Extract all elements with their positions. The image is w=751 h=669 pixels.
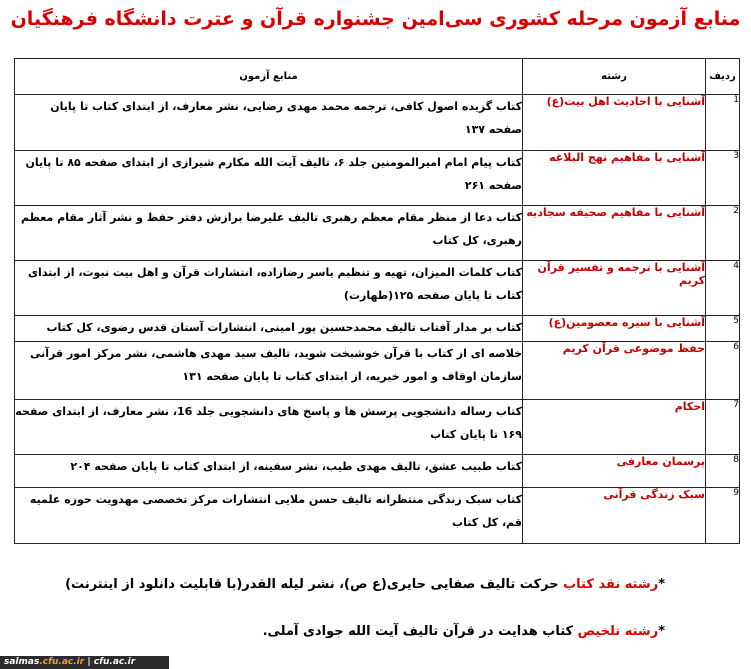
row-num: 5 [706, 316, 740, 342]
row-num: 6 [706, 342, 740, 400]
table-row [15, 151, 740, 206]
note-summary [0, 624, 751, 639]
row-sources: کتاب طبیب عشق، تالیف مهدی طیب، نشر سفینه، از ابتدای کتاب تا پایان صفحه ۲۰۴ [15, 455, 523, 488]
row-num: 7 [706, 400, 740, 455]
header-sources: منابع آزمون [15, 59, 523, 95]
row-sources: کتاب دعا از منظر مقام معظم رهبری تالیف علیرضا برازش دفتر حفظ و نشر آثار مقام معظم رهبری، کل کتاب [15, 206, 523, 261]
table-row [15, 455, 740, 488]
table-row [15, 488, 740, 544]
watermark-right: cfu.ac.ir [93, 657, 136, 667]
table-row [15, 400, 740, 455]
row-field: پرسمان معارفی [523, 455, 706, 488]
row-field: آشنایی با احادیث اهل بیت(ع) [523, 95, 706, 151]
table-row [15, 95, 740, 151]
header-num: ردیف [706, 59, 740, 95]
row-num: 2 [706, 206, 740, 261]
row-sources: کتاب گزیده اصول کافی، ترجمه محمد مهدی رضایی، نشر معارف، از ابتدای کتاب تا پایان صفحه ۱۳۷ [15, 95, 523, 151]
note-text: حرکت تالیف صفایی حایری(ع ص)، نشر لیله القدر(با قابلیت دانلود از اینترنت) [65, 577, 564, 592]
row-sources: کتاب رساله دانشجویی پرسش ها و پاسخ های دانشجویی جلد 16، نشر معارف، از ابتدای صفحه ۱۶۹ تا پایان کتاب [15, 400, 523, 455]
row-num: 8 [706, 455, 740, 488]
row-num: 9 [706, 488, 740, 544]
site-watermark [0, 656, 169, 669]
table-row [15, 206, 740, 261]
row-sources: کتاب بر مدار آفتاب تالیف محمدحسین پور امینی، انتشارات آستان قدس رضوی، کل کتاب [15, 316, 523, 342]
note-label: رشته نقد کتاب [563, 577, 659, 592]
row-sources: خلاصه ای از کتاب با قرآن خوشبخت شوید، تالیف سید مهدی هاشمی، نشر مرکز امور قرآنی سازمان اوقاف و امور خیریه، از ابتدای کتاب تا پایان صفحه ۱۳۱ [15, 342, 523, 400]
row-field: آشنایی با مفاهیم نهج البلاغه [523, 151, 706, 206]
note-text: کتاب هدایت در قرآن تالیف آیت الله جوادی آملی. [262, 624, 578, 639]
row-num: 3 [706, 151, 740, 206]
row-field: حفظ موضوعی قرآن کریم [523, 342, 706, 400]
row-sources: کتاب سبک زندگی منتظرانه تالیف حسن ملایی انتشارات مرکز تخصصی مهدویت حوزه علمیه قم، کل کتاب [15, 488, 523, 544]
row-num: 4 [706, 261, 740, 316]
table-header-row [15, 59, 740, 95]
note-book-review [0, 577, 751, 592]
table-row [15, 342, 740, 400]
header-field: رشته [523, 59, 706, 95]
sources-table [14, 58, 740, 544]
note-label: رشته تلخیص [577, 624, 659, 639]
row-field: سبک زندگی قرآنی [523, 488, 706, 544]
page-title: منابع آزمون مرحله کشوری سی‌امین جشنواره قرآن و عترت دانشگاه فرهنگیان [10, 8, 741, 30]
watermark-left: salmas [4, 657, 40, 667]
row-num: 1 [706, 95, 740, 151]
row-sources: کتاب کلمات المیزان، تهیه و تنظیم یاسر رضازاده، انتشارات قرآن و اهل بیت نبوت، از ابتدای کتاب تا پایان صفحه ۱۲۵(طهارت) [15, 261, 523, 316]
row-field: آشنایی با ترجمه و تفسیر قرآن کریم [523, 261, 706, 316]
watermark-sep: | [84, 657, 94, 667]
row-field: آشنایی با سیره معصومین(ع) [523, 316, 706, 342]
note-star: * [658, 624, 665, 639]
watermark-accent: .cfu.ac.ir [39, 657, 85, 667]
table-row [15, 316, 740, 342]
row-field: آشنایی با مفاهیم صحیفه سجادیه [523, 206, 706, 261]
row-field: احکام [523, 400, 706, 455]
table-row [15, 261, 740, 316]
note-star: * [658, 577, 665, 592]
row-sources: کتاب پیام امام امیرالمومنین جلد ۶، تالیف آیت الله مکارم شیرازی از ابتدای صفحه ۸۵ تا پایان صفحه ۲۶۱ [15, 151, 523, 206]
